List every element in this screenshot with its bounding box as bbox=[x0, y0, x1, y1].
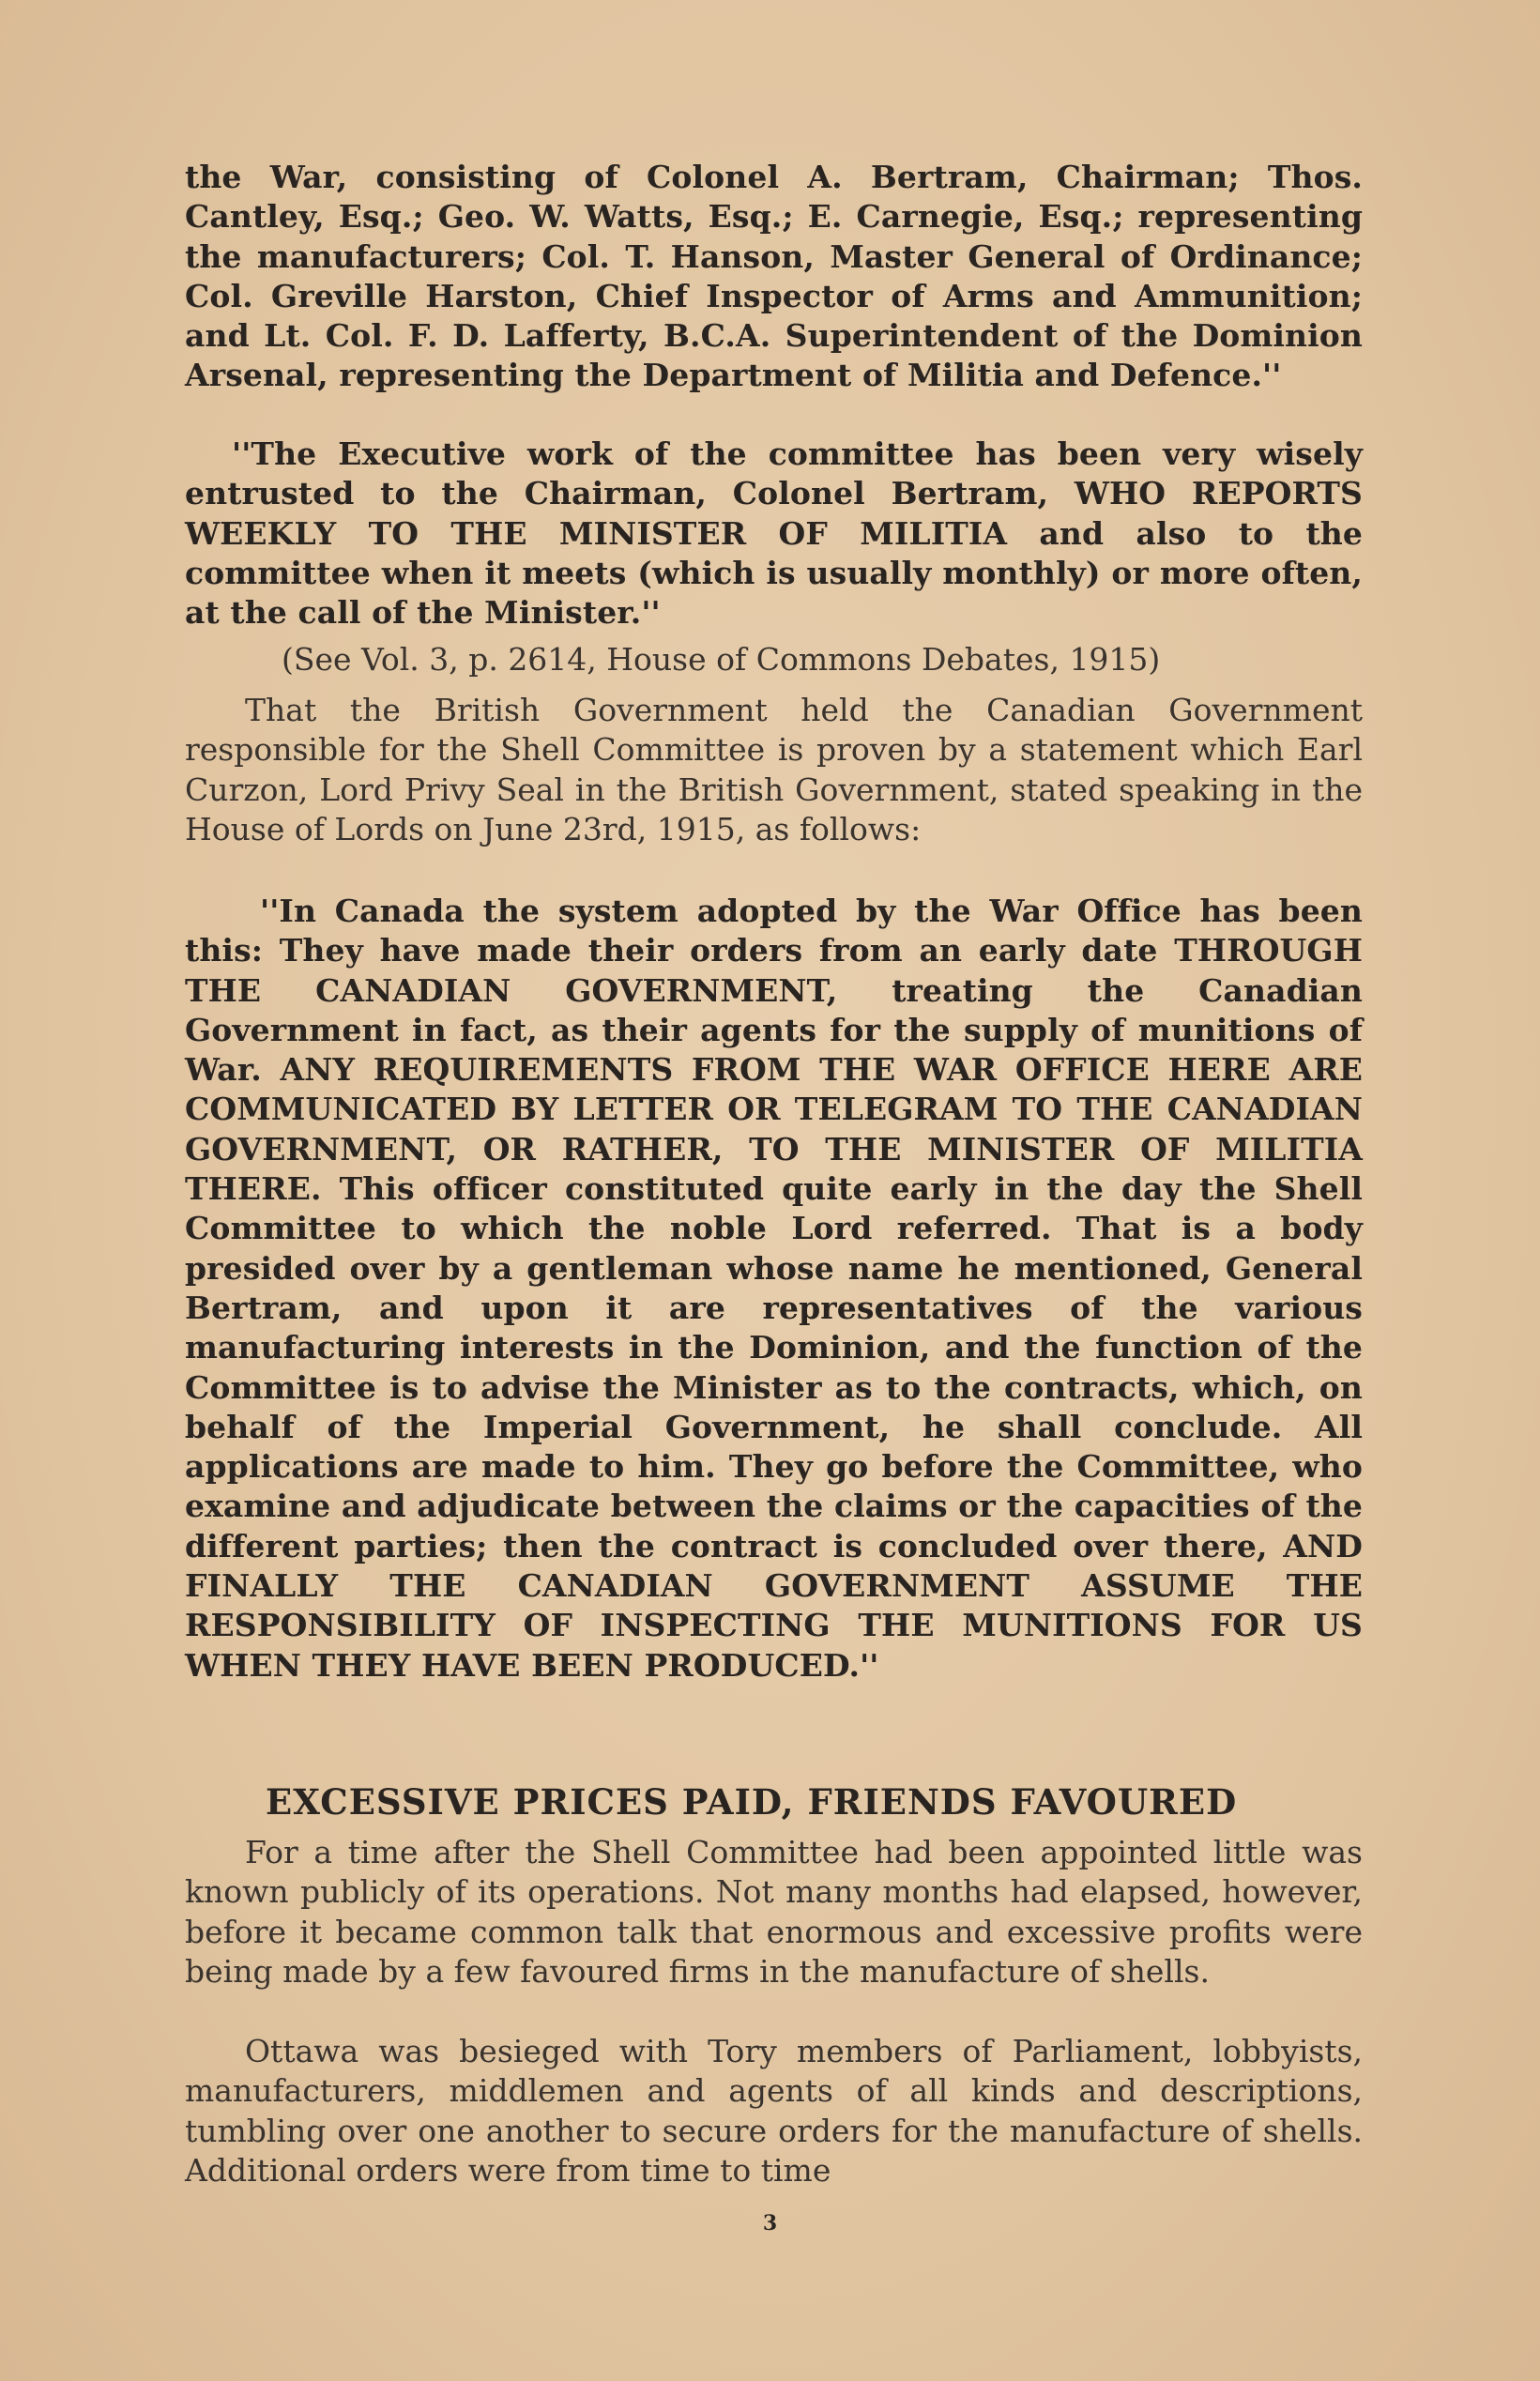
paragraph-british-government: That the British Government held the Canadian Government responsible for the Shell Committee is proven by a statement which Earl Curzon, Lord Privy Seal in the British Government, stated speaking in the House of Lords on June 23rd, 1915, as follows: bbox=[185, 692, 1363, 847]
paragraph-shell-committee-operations: For a time after the Shell Committee had been appointed little was known publicly of its operations. Not many months had elapsed, however, before it became common talk that enormous and excessive profits were being made by a few favoured firms in the manufacture of shells. bbox=[185, 1834, 1363, 1990]
section-heading: EXCESSIVE PRICES PAID, FRIENDS FAVOURED bbox=[266, 1781, 1238, 1823]
paragraph-curzon-quote: ''In Canada the system adopted by the War Office has been this: They have made their orders from an early date THROUGH THE CANADIAN GOVERNMENT, treating the Canadian Government in fact, as their agents for the supply of munitions of War. ANY REQUIREMENTS FROM THE WAR OFFICE HERE ARE COMMUNICATED BY LETTER OR TELEGRAM TO THE CANADIAN GOVERNMENT, OR RATHER, TO THE MINISTER OF MILITIA THERE. This officer constituted quite early in the day the Shell Committee to which the noble Lord referred. That is a body presided over by a gentleman whose name he mentioned, General Bertram, and upon it are representatives of the various manufacturing interests in the Dominion, and the function of the Committee is to advise the Minister as to the contracts, which, on behalf of the Imperial Government, he shall conclude. All applications are made to him. They go before the Committee, who examine and adjudicate between the claims or the capacities of the different parties; then the contract is concluded over there, AND FINALLY THE CANADIAN GOVERNMENT ASSUME THE RESPONSIBILITY OF INSPECTING THE MUNITIONS FOR US WHEN THEY HAVE BEEN PRODUCED.'' bbox=[185, 893, 1363, 1684]
paragraph-ottawa-besieged: Ottawa was besieged with Tory members of Parliament, lobbyists, manufacturers, middlemen and agents of all kinds and descriptions, tumbling over one another to secure orders for the manufacture of shells. Additional orders were from time to time bbox=[185, 2033, 1363, 2189]
paragraph-committee-members: the War, consisting of Colonel A. Bertram, Chairman; Thos. Cantley, Esq.; Geo. W. Watts, Esq.; E. Carnegie, Esq.; representing the manufacturers; Col. T. Hanson, Master General of Ordinance; Col. Greville Harston, Chief Inspector of Arms and Ammunition; and Lt. Col. F. D. Lafferty, B.C.A. Superintendent of the Dominion Arsenal, representing the Department of Militia and Defence.'' bbox=[185, 159, 1363, 394]
paragraph-executive-work: ''The Executive work of the committee has been very wisely entrusted to the Chairman, Colonel Bertram, WHO REPORTS WEEKLY TO THE MINISTER OF MILITIA and also to the committee when it meets (which is usually monthly) or more often, at the call of the Minister.'' bbox=[185, 435, 1363, 632]
page-number: 3 bbox=[762, 2211, 778, 2236]
citation-house-debates: (See Vol. 3, p. 2614, House of Commons Debates, 1915) bbox=[282, 641, 1161, 678]
